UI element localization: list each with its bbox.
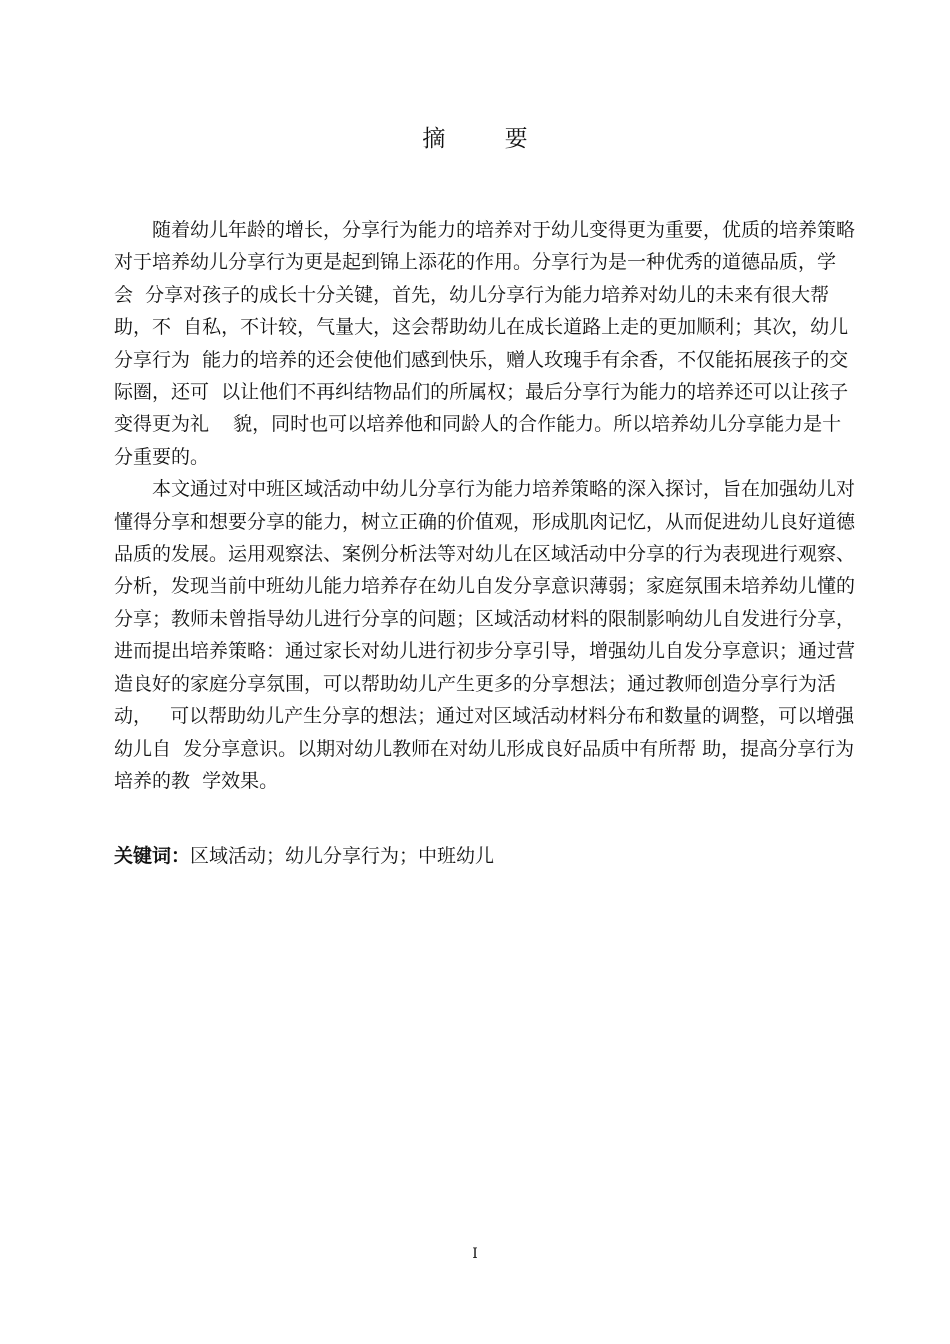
paragraph-2 — [114, 473, 858, 797]
text-line: 分重要的。 — [114, 445, 210, 468]
text-line: 品质的发展。运用观察法、案例分析法等对幼儿在区域活动中分享的行为表现进行观察、 — [114, 543, 856, 566]
text-line: 本文通过对中班区域活动中幼儿分享行为能力培养策略的深入探讨，旨在加强幼儿对 — [152, 478, 856, 501]
abstract-title: 摘 要 — [422, 126, 554, 152]
text-line: 培养的教 学效果。 — [114, 769, 279, 792]
keywords-line — [114, 842, 494, 870]
abstract-body — [114, 214, 858, 797]
text-line: 动， 可以帮助幼儿产生分享的想法；通过对区域活动材料分布和数量的调整，可以增强 — [114, 705, 855, 728]
text-line: 分享；教师未曾指导幼儿进行分享的问题；区域活动材料的限制影响幼儿自发进行分享， — [114, 607, 856, 630]
text-line: 进而提出培养策略：通过家长对幼儿进行初步分享引导，增强幼儿自发分享意识；通过营 — [114, 640, 856, 663]
text-line: 际圈，还可 以让他们不再纠结物品们的所属权；最后分享行为能力的培养还可以让孩子 — [114, 381, 849, 404]
keywords-text: 区域活动；幼儿分享行为；中班幼儿 — [190, 845, 495, 867]
page-number: I — [472, 1246, 478, 1262]
text-line: 分析，发现当前中班幼儿能力培养存在幼儿自发分享意识薄弱；家庭氛围未培养幼儿懂的 — [114, 575, 856, 598]
keywords-label: 关键词： — [114, 845, 191, 867]
text-line: 造良好的家庭分享氛围，可以帮助幼儿产生更多的分享想法；通过教师创造分享行为活 — [114, 672, 837, 695]
text-line: 变得更为礼 貌，同时也可以培养他和同龄人的合作能力。所以培养幼儿分享能力是十 — [114, 413, 842, 436]
text-line: 会 分享对孩子的成长十分关键，首先，幼儿分享行为能力培养对幼儿的未来有很大帮 — [114, 283, 830, 306]
text-line: 分享行为 能力的培养的还会使他们感到快乐，赠人玫瑰手有余香，不仅能拓展孩子的交 — [114, 348, 849, 371]
text-line: 幼儿自 发分享意识。以期对幼儿教师在对幼儿形成良好品质中有所帮 助，提高分享行为 — [114, 737, 855, 760]
text-line: 懂得分享和想要分享的能力，树立正确的价值观，形成肌肉记忆，从而促进幼儿良好道德 — [114, 510, 856, 533]
paragraph-1 — [114, 214, 858, 473]
text-line: 随着幼儿年龄的增长，分享行为能力的培养对于幼儿变得更为重要，优质的培养策略 — [152, 219, 856, 241]
text-line: 助，不 自私，不计较，气量大，这会帮助幼儿在成长道路上走的更加顺利；其次，幼儿 — [114, 316, 849, 339]
text-line: 对于培养幼儿分享行为更是起到锦上添花的作用。分享行为是一种优秀的道德品质，学 — [114, 251, 837, 274]
